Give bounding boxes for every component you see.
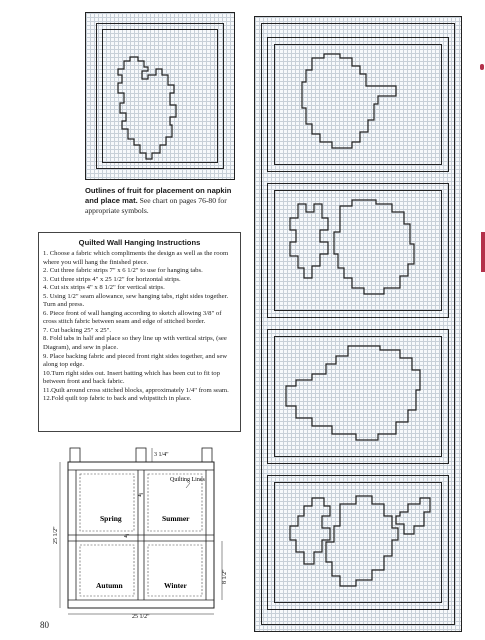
berries-outline xyxy=(268,476,450,611)
label-summer: Summer xyxy=(162,514,190,523)
instruction-step: 7. Cut backing 25" x 25". xyxy=(43,326,112,334)
caption-rest: See chart on pages 76-80 for appropriate symbols. xyxy=(85,196,227,215)
hanging-tab xyxy=(136,448,146,462)
instruction-step: 11.Quilt around cross stitched blocks, approximately 1/4" from seam. xyxy=(43,386,229,394)
hanging-tab xyxy=(202,448,212,462)
instruction-step: 4. Cut six strips 4" x 8 1/2" for vertical strips. xyxy=(43,284,165,292)
page-number: 80 xyxy=(40,620,49,630)
fruit-panel-apple xyxy=(267,37,449,172)
instruction-step: 6. Piece front of wall hanging according to sketch allowing 3/8" of cross stitch fabric between seam and edge of stitched border. xyxy=(43,309,222,326)
dim-tab-label: 3 1/4" xyxy=(154,452,169,458)
instruction-step: 8. Fold tabs in half and place so they line up with vertical strips, (see Diagram), and sew in place. xyxy=(43,335,227,352)
instructions-title: Quilted Wall Hanging Instructions xyxy=(78,238,201,247)
edge-mark xyxy=(480,64,484,70)
label-winter: Winter xyxy=(164,581,187,590)
instructions-box xyxy=(38,232,241,432)
assembly-diagram xyxy=(40,444,240,619)
label-autumn: Autumn xyxy=(96,581,123,590)
edge-tab xyxy=(481,232,485,272)
instruction-step: 1. Choose a fabric which compliments the design as well as the room where you will hang the finished piece. xyxy=(43,250,229,266)
grapes-outline xyxy=(268,184,450,319)
fruit-outline-chart xyxy=(85,12,235,180)
fruit-outline-shape xyxy=(86,13,236,181)
caption-bold: Outlines of fruit for placement on napkin and place mat. xyxy=(85,186,232,205)
fruit-panel-grapes xyxy=(267,183,449,318)
instruction-step: 2. Cut three fabric strips 7" x 6 1/2" to use for hanging tabs. xyxy=(43,267,203,275)
instruction-step: 3. Cut three strips 4" x 25 1/2" for horizontal strips. xyxy=(43,275,181,283)
dim-block-label: 8 1/2" xyxy=(222,569,228,584)
dim-height-label: 25 1/2" xyxy=(53,526,59,544)
apple-outline xyxy=(268,38,450,173)
instruction-step: 9. Place backing fabric and pieced front right sides together, and sew along top edge. xyxy=(43,352,228,369)
chart-caption xyxy=(85,186,245,216)
pear-outline xyxy=(268,330,450,465)
fruit-panel-berries xyxy=(267,475,449,610)
quilting-lines-label: Quilting Lines xyxy=(170,477,205,483)
dim-strip-vertical: 4" xyxy=(138,493,144,499)
instructions-list xyxy=(43,250,236,404)
instruction-step: 10.Turn right sides out. Insert batting which has been cut to fit top between front and back fabric. xyxy=(43,369,220,386)
wall-hanging-chart xyxy=(254,16,462,632)
instruction-step: 5. Using 1/2" seam allowance, sew hanging tabs, right sides together. Turn and press. xyxy=(43,292,229,309)
fruit-panel-pear xyxy=(267,329,449,464)
dim-strip-horizontal: 4" xyxy=(124,534,130,540)
instruction-step: 12.Fold quilt top fabric to back and whipstitch in place. xyxy=(43,395,192,403)
hanging-tab xyxy=(70,448,80,462)
dim-width-label: 25 1/2" xyxy=(132,614,150,619)
label-spring: Spring xyxy=(100,514,122,523)
